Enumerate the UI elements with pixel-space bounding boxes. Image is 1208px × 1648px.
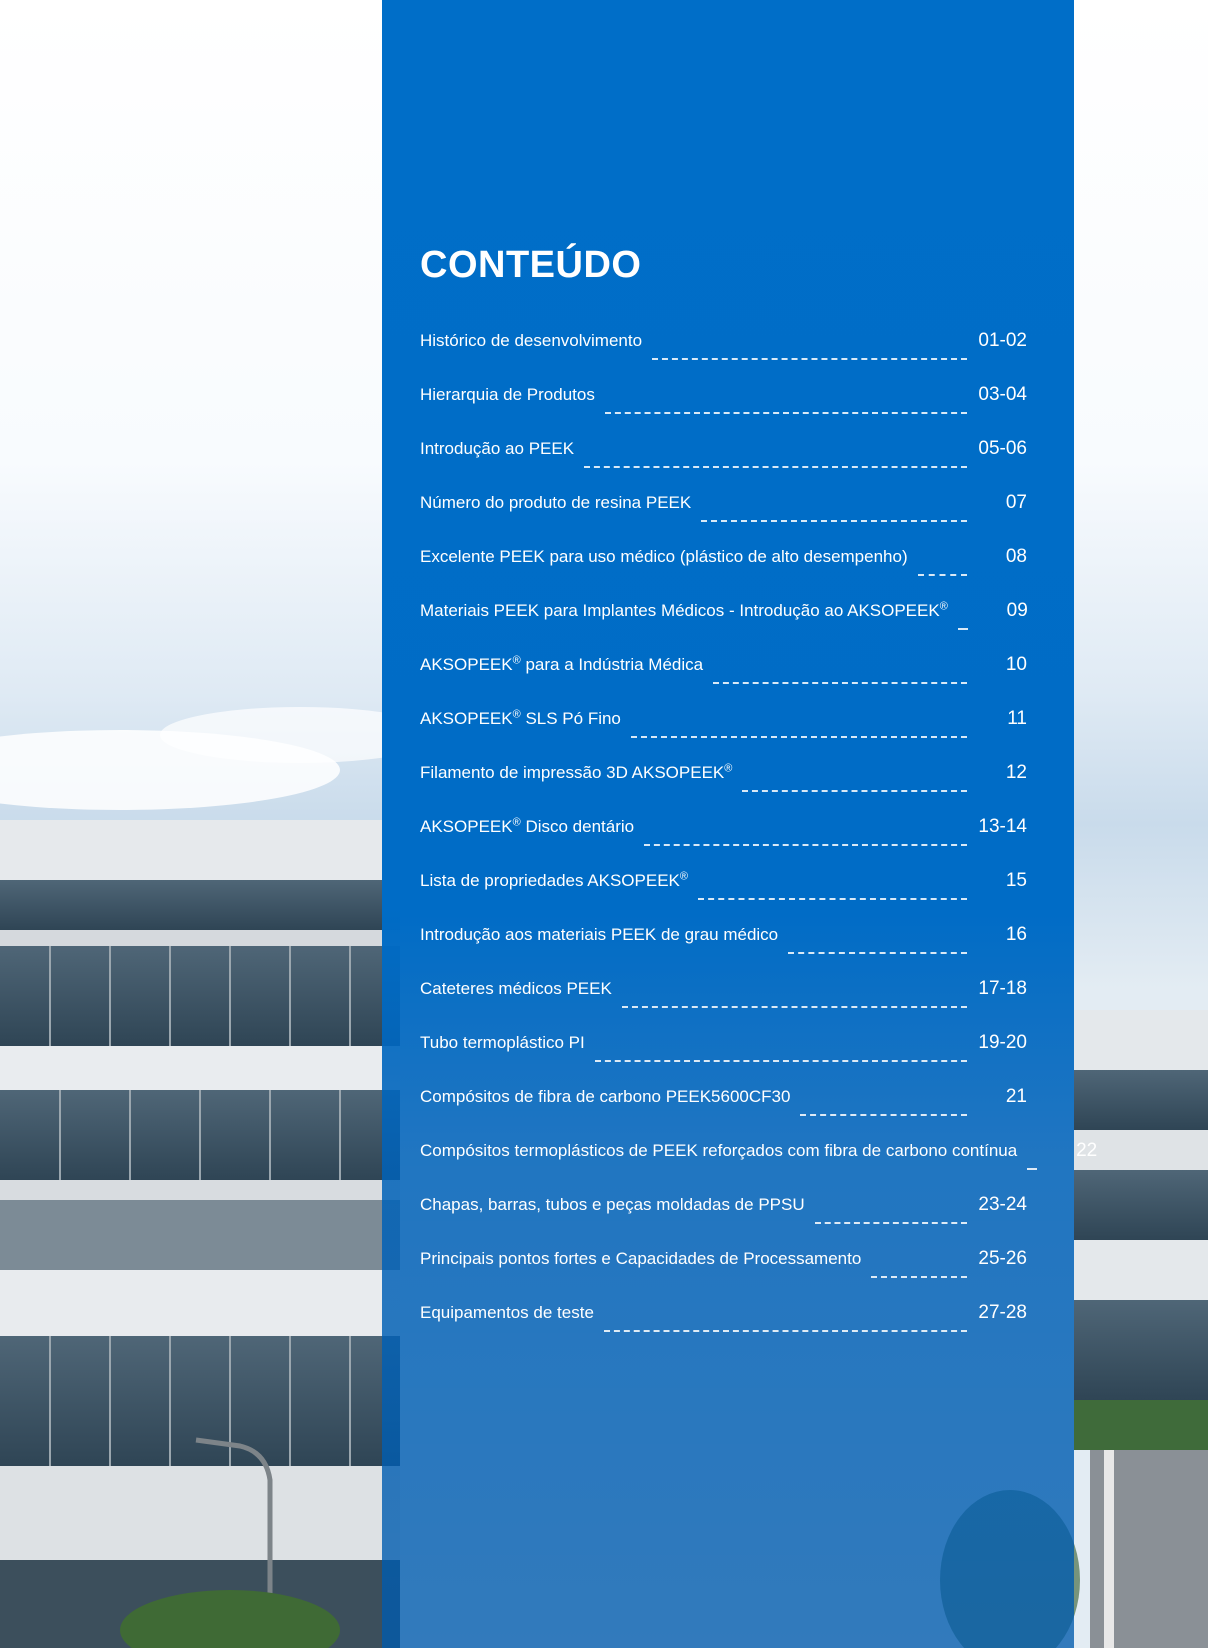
toc-entry-label	[420, 601, 948, 621]
dashed-leader	[918, 573, 967, 576]
toc-entry[interactable]	[420, 600, 1027, 654]
dashed-leader	[788, 951, 967, 954]
toc-entry[interactable]	[420, 546, 1027, 600]
toc-entry-label	[420, 547, 908, 567]
toc-entry-label	[420, 979, 612, 999]
toc-entry-title: AKSOPEEK	[420, 817, 513, 836]
toc-entry[interactable]	[420, 492, 1027, 546]
toc-page-number: 15	[1005, 870, 1027, 891]
dashed-leader	[742, 789, 967, 792]
dashed-leader	[595, 1059, 967, 1062]
toc-entry-title: Excelente PEEK para uso médico (plástico de alto desempenho)	[420, 547, 908, 566]
toc-page-number: 19-20	[978, 1032, 1027, 1053]
table-of-contents	[420, 330, 1098, 1356]
toc-entry[interactable]	[420, 816, 1027, 870]
toc-entry[interactable]	[420, 438, 1027, 492]
registered-mark: ®	[679, 870, 688, 883]
toc-entry-title: Hierarquia de Produtos	[420, 385, 595, 404]
dashed-leader	[701, 519, 967, 522]
toc-entry-label	[420, 493, 691, 513]
toc-page-number: 13-14	[978, 816, 1027, 837]
registered-mark: ®	[512, 654, 521, 667]
toc-page-number: 12	[1005, 762, 1027, 783]
toc-entry[interactable]	[420, 330, 1027, 384]
toc-entry-label	[420, 817, 634, 837]
dashed-leader	[604, 1329, 967, 1332]
toc-page-number: 21	[1005, 1086, 1027, 1107]
toc-entry-label	[420, 1249, 861, 1269]
toc-entry-title: Número do produto de resina PEEK	[420, 493, 692, 512]
toc-entry-label	[420, 925, 778, 945]
toc-page-number: 23-24	[978, 1194, 1027, 1215]
page-title: CONTEÚDO	[420, 244, 642, 286]
toc-entry-title: Principais pontos fortes e Capacidades de Processamento	[420, 1249, 862, 1268]
toc-page-number: 08	[1005, 546, 1027, 567]
toc-page-number: 03-04	[978, 384, 1027, 405]
toc-entry-label	[420, 709, 621, 729]
toc-entry[interactable]	[420, 654, 1027, 708]
toc-entry-title: Materiais PEEK para Implantes Médicos - Introdução ao AKSOPEEK	[420, 601, 940, 620]
toc-entry[interactable]	[420, 1086, 1027, 1140]
dashed-leader	[800, 1113, 967, 1116]
dashed-leader	[622, 1005, 967, 1008]
toc-entry-label	[420, 1087, 790, 1107]
toc-entry-title-suffix: Disco dentário	[520, 817, 635, 836]
toc-page-number: 10	[1005, 654, 1027, 675]
toc-entry[interactable]	[420, 1302, 1027, 1356]
toc-entry[interactable]	[420, 1140, 1098, 1194]
toc-entry-title: Cateteres médicos PEEK	[420, 979, 612, 998]
toc-entry-label	[420, 1303, 594, 1323]
toc-entry-label	[420, 385, 595, 405]
toc-entry[interactable]	[420, 1032, 1027, 1086]
toc-entry-title: Chapas, barras, tubos e peças moldadas de PPSU	[420, 1195, 805, 1214]
toc-entry-label	[420, 1033, 585, 1053]
toc-entry-label	[420, 655, 703, 675]
toc-entry-label	[420, 1195, 805, 1215]
toc-entry[interactable]	[420, 924, 1027, 978]
toc-entry-title: Compósitos termoplásticos de PEEK reforçados com fibra de carbono contínua	[420, 1141, 1018, 1160]
dashed-leader	[584, 465, 967, 468]
toc-entry-label	[420, 439, 574, 459]
toc-entry-label	[420, 871, 688, 891]
toc-entry-title: Compósitos de fibra de carbono PEEK5600CF30	[420, 1087, 791, 1106]
toc-entry-title: Equipamentos de teste	[420, 1303, 594, 1322]
toc-entry[interactable]	[420, 870, 1027, 924]
dashed-leader	[713, 681, 967, 684]
toc-entry-title: Introdução ao PEEK	[420, 439, 575, 458]
registered-mark: ®	[724, 762, 733, 775]
toc-page-number: 17-18	[978, 978, 1027, 999]
toc-page-number: 22	[1076, 1140, 1098, 1161]
toc-entry[interactable]	[420, 762, 1027, 816]
toc-entry-label	[420, 1141, 1017, 1161]
toc-page-number: 11	[1007, 708, 1027, 729]
toc-entry[interactable]	[420, 708, 1027, 762]
dashed-leader	[815, 1221, 967, 1224]
toc-entry[interactable]	[420, 1248, 1027, 1302]
toc-page-number: 27-28	[978, 1302, 1027, 1323]
toc-page-number: 25-26	[978, 1248, 1027, 1269]
toc-page-number: 09	[1006, 600, 1028, 621]
toc-page-number: 01-02	[978, 330, 1027, 351]
toc-entry-label	[420, 763, 732, 783]
toc-page-number: 07	[1005, 492, 1027, 513]
toc-entry-title-suffix: SLS Pó Fino	[520, 709, 621, 728]
dashed-leader	[958, 627, 968, 630]
dashed-leader	[644, 843, 967, 846]
toc-entry[interactable]	[420, 1194, 1027, 1248]
toc-entry[interactable]	[420, 978, 1027, 1032]
toc-entry[interactable]	[420, 384, 1027, 438]
dashed-leader	[698, 897, 967, 900]
dashed-leader	[631, 735, 967, 738]
toc-entry-label	[420, 331, 642, 351]
toc-entry-title: AKSOPEEK	[420, 655, 513, 674]
toc-entry-title-suffix: para a Indústria Médica	[520, 655, 704, 674]
toc-entry-title: Lista de propriedades AKSOPEEK	[420, 871, 680, 890]
toc-entry-title: Filamento de impressão 3D AKSOPEEK	[420, 763, 725, 782]
toc-entry-title: AKSOPEEK	[420, 709, 513, 728]
toc-entry-title: Histórico de desenvolvimento	[420, 331, 643, 350]
toc-page-number: 05-06	[978, 438, 1027, 459]
registered-mark: ®	[512, 816, 521, 829]
dashed-leader	[1027, 1167, 1037, 1170]
toc-entry-title: Tubo termoplástico PI	[420, 1033, 585, 1052]
dashed-leader	[652, 357, 967, 360]
registered-mark: ®	[939, 600, 948, 613]
toc-entry-title: Introdução aos materiais PEEK de grau médico	[420, 925, 779, 944]
dashed-leader	[871, 1275, 967, 1278]
toc-page-number: 16	[1005, 924, 1027, 945]
registered-mark: ®	[512, 708, 521, 721]
dashed-leader	[605, 411, 967, 414]
